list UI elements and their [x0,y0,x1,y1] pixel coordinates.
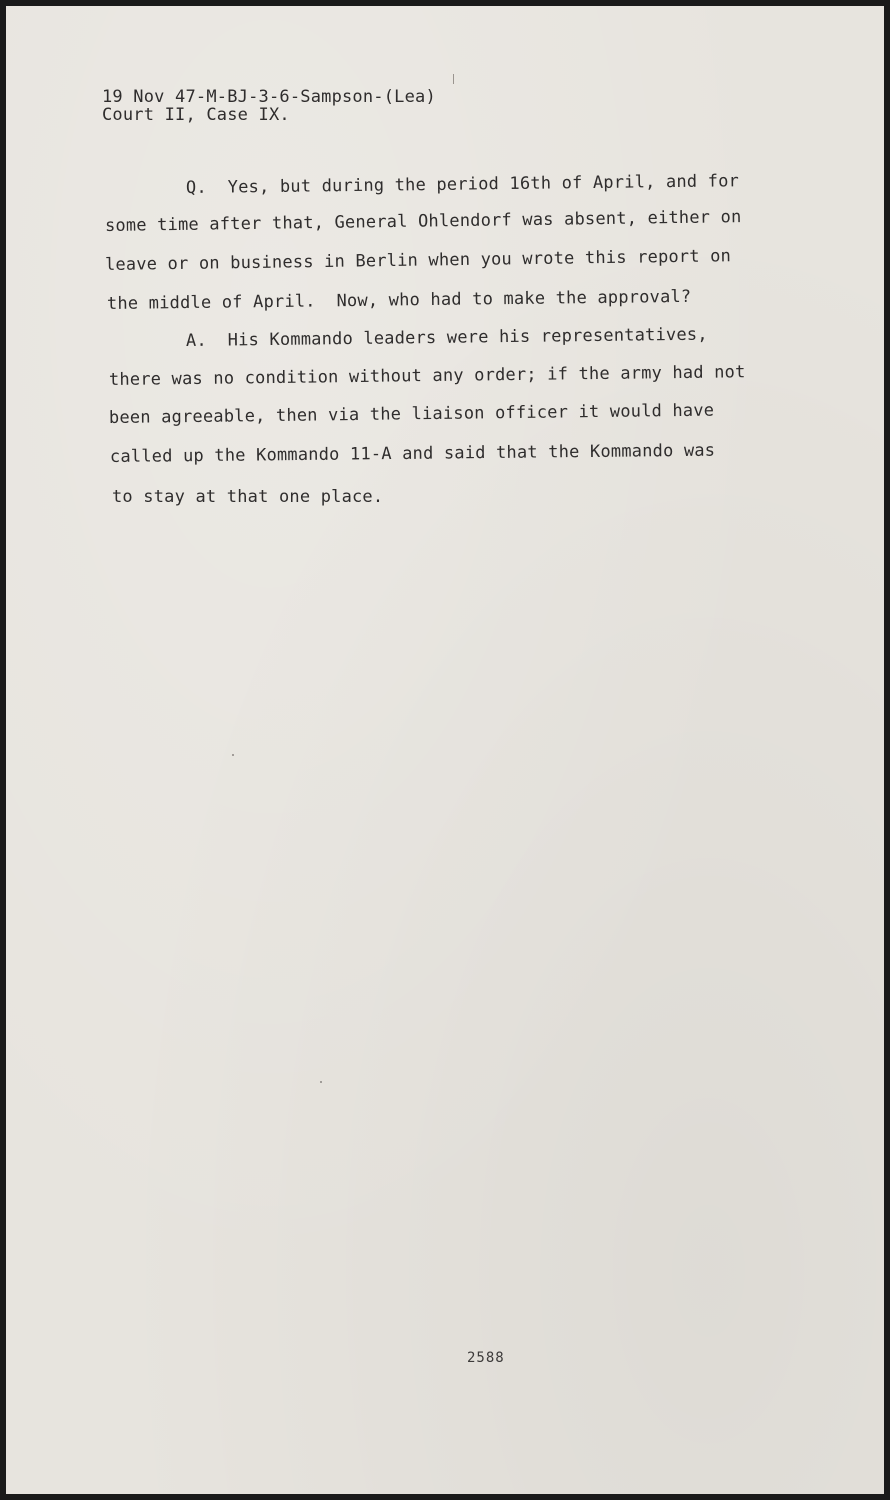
body-line-6: there was no condition without any order; if the army had not [108,362,746,390]
paper-speck [232,754,234,756]
page-number: 2588 [467,1350,505,1366]
header-line-1: 19 Nov 47-M-BJ-3-6-Sampson-(Lea) [102,87,436,107]
header-line-2: Court II, Case IX. [102,105,290,125]
body-line-2: some time after that, General Ohlendorf was absent, either on [104,207,742,236]
body-line-8: called up the Kommando 11-A and said that the Kommando was [109,440,716,467]
body-line-9: to stay at that one place. [112,487,384,507]
body-line-3: leave or on business in Berlin when you wrote this report on [104,246,732,275]
document-page [6,6,884,1494]
body-line-4: the middle of April. Now, who had to make the approval? [106,286,692,314]
body-line-7: been agreeable, then via the liaison officer it would have [108,400,715,428]
body-line-5: A. His Kommando leaders were his representatives, [185,324,708,351]
paper-speck [320,1081,322,1083]
body-line-1: Q. Yes, but during the period 16th of April, and for [185,171,740,198]
paper-mark [453,74,454,84]
